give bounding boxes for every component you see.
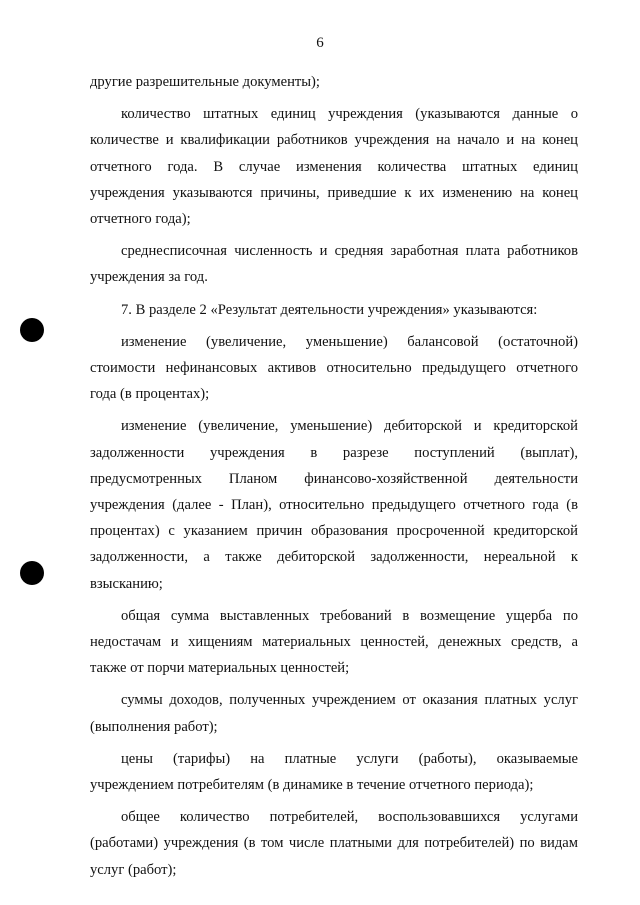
paragraph-line: количество штатных единиц учреждения (указываются данные о xyxy=(121,106,578,123)
page-number: 6 xyxy=(316,35,324,51)
paragraph xyxy=(90,69,578,95)
paragraph-line: процентах) с указанием причин образования просроченной кредиторской xyxy=(90,523,578,540)
paragraph-line: года (в процентах); xyxy=(90,386,210,403)
paragraph xyxy=(90,746,578,798)
paragraph-line: (выполнения работ); xyxy=(90,718,218,735)
paragraph-line: другие разрешительные документы); xyxy=(90,74,320,90)
paragraph-line: стоимости нефинансовых активов относительно предыдущего отчетного xyxy=(90,360,578,377)
paragraph xyxy=(90,101,578,232)
paragraph-line: количестве и квалификации работников учреждения на начало и на конец xyxy=(90,132,578,149)
paragraph-line: цены (тарифы) на платные услуги (работы), оказываемые xyxy=(121,750,578,767)
paragraph-line: учреждения (далее - План), относительно предыдущего отчетного года (в xyxy=(90,497,578,514)
punch-hole xyxy=(20,561,44,585)
paragraph-line: задолженности учреждения в разрезе поступлений (выплат), xyxy=(90,444,578,461)
paragraph-line: 7. В разделе 2 «Результат деятельности учреждения» указываются: xyxy=(121,301,538,318)
paragraph xyxy=(90,238,578,290)
paragraph-line: также от порчи материальных ценностей; xyxy=(90,660,350,677)
paragraph-line: услуг (работ); xyxy=(90,861,177,878)
paragraph-line: суммы доходов, полученных учреждением от оказания платных услуг xyxy=(121,692,578,709)
paragraph xyxy=(90,687,578,739)
paragraph-line: взысканию; xyxy=(90,575,163,592)
paragraph xyxy=(90,329,578,408)
paragraph-line: общее количество потребителей, воспользовавшихся услугами xyxy=(121,809,578,826)
paragraph-line: (работами) учреждения (в том числе платными для потребителей) по видам xyxy=(90,835,578,852)
paragraph-line: отчетного года. В случае изменения количества штатных единиц xyxy=(90,158,578,175)
paragraph-line: недостачам и хищениям материальных ценностей, денежных средств, а xyxy=(90,634,578,651)
paragraph xyxy=(90,804,578,883)
paragraph xyxy=(90,297,578,323)
paragraph-line: изменение (увеличение, уменьшение) дебиторской и кредиторской xyxy=(121,418,578,435)
paragraph-line: изменение (увеличение, уменьшение) балансовой (остаточной) xyxy=(121,333,578,350)
paragraph-line: среднесписочная численность и средняя заработная плата работников xyxy=(121,243,578,260)
punch-hole xyxy=(20,318,44,342)
paragraph-line: учреждением потребителям (в динамике в течение отчетного периода); xyxy=(90,777,534,794)
document-body xyxy=(90,69,578,883)
paragraph-line: отчетного года); xyxy=(90,211,191,228)
paragraph xyxy=(90,603,578,682)
paragraph-line: задолженности, а также дебиторской задолженности, нереальной к xyxy=(90,549,578,566)
paragraph-line: общая сумма выставленных требований в возмещение ущерба по xyxy=(121,607,578,624)
paragraph-line: учреждения указываются причины, приведшие к их изменению на конец xyxy=(90,184,578,201)
paragraph-line: учреждения за год. xyxy=(90,269,208,286)
paragraph xyxy=(90,413,578,596)
paragraph-line: предусмотренных Планом финансово-хозяйственной деятельности xyxy=(90,470,578,487)
